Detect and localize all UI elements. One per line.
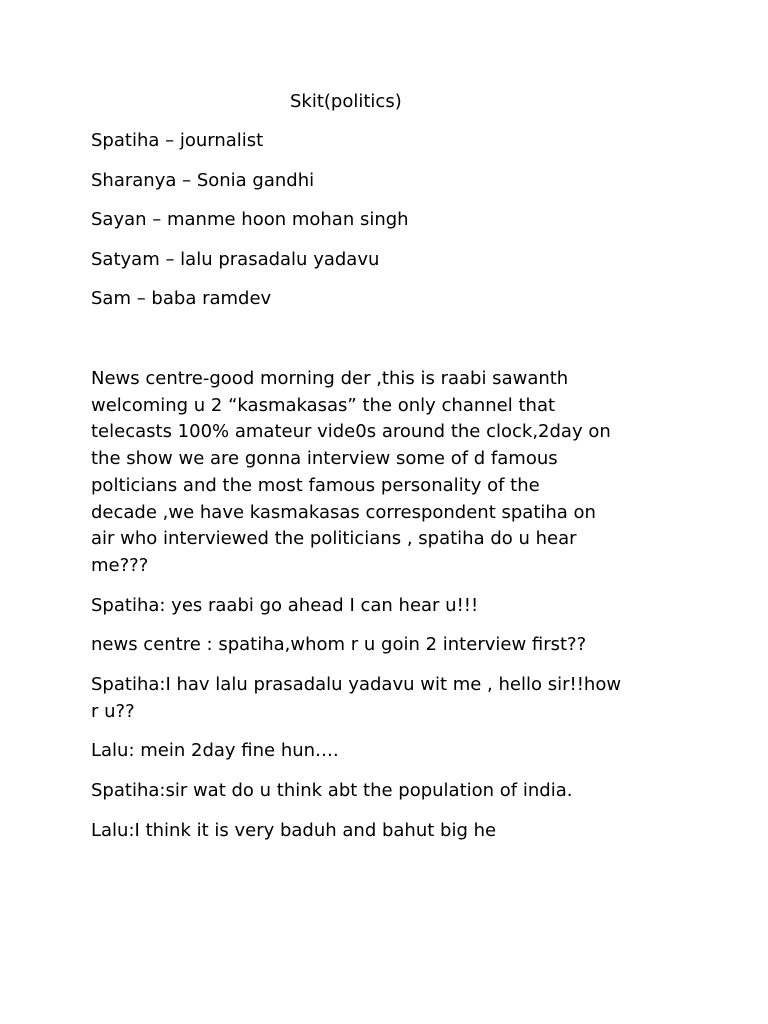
script-body [91,366,691,858]
cast-item: Satyam – lalu prasadalu yadavu [91,248,380,270]
cast-item: Spatiha – journalist [91,130,264,151]
document-title: Skit(politics) [290,91,402,112]
script-paragraph: Spatiha:sir wat do u think abt the population of india. [91,780,573,802]
script-paragraph: Spatiha:I hav lalu prasadalu yadavu wit me , hello sir!!how r u?? [91,674,622,722]
script-paragraph: news centre : spatiha,whom r u goin 2 interview first?? [91,634,587,656]
cast-item: Sharanya – Sonia gandhi [91,169,315,191]
cast-item: Sayan – manme hoon mohan singh [91,209,409,230]
cast-list [91,129,409,327]
script-paragraph-news-intro: News centre-good morning der ,this is raabi sawanth welcoming u 2 “kasmakasas” the only channel that telecasts 100% amateur vide0s around the clock,2day on the show we are gonna interview some of d famous polticians and the most famous personality of the decade ,we have kasmakasas correspondent spatiha on air who interviewed the politicians , spatiha do u hear me??? [91,368,611,576]
script-paragraph: Lalu: mein 2day fine hun…. [91,740,339,762]
script-paragraph: Lalu:I think it is very baduh and bahut big he [91,819,497,841]
cast-item: Sam – baba ramdev [91,288,272,309]
script-paragraph: Spatiha: yes raabi go ahead I can hear u!!! [91,594,479,616]
